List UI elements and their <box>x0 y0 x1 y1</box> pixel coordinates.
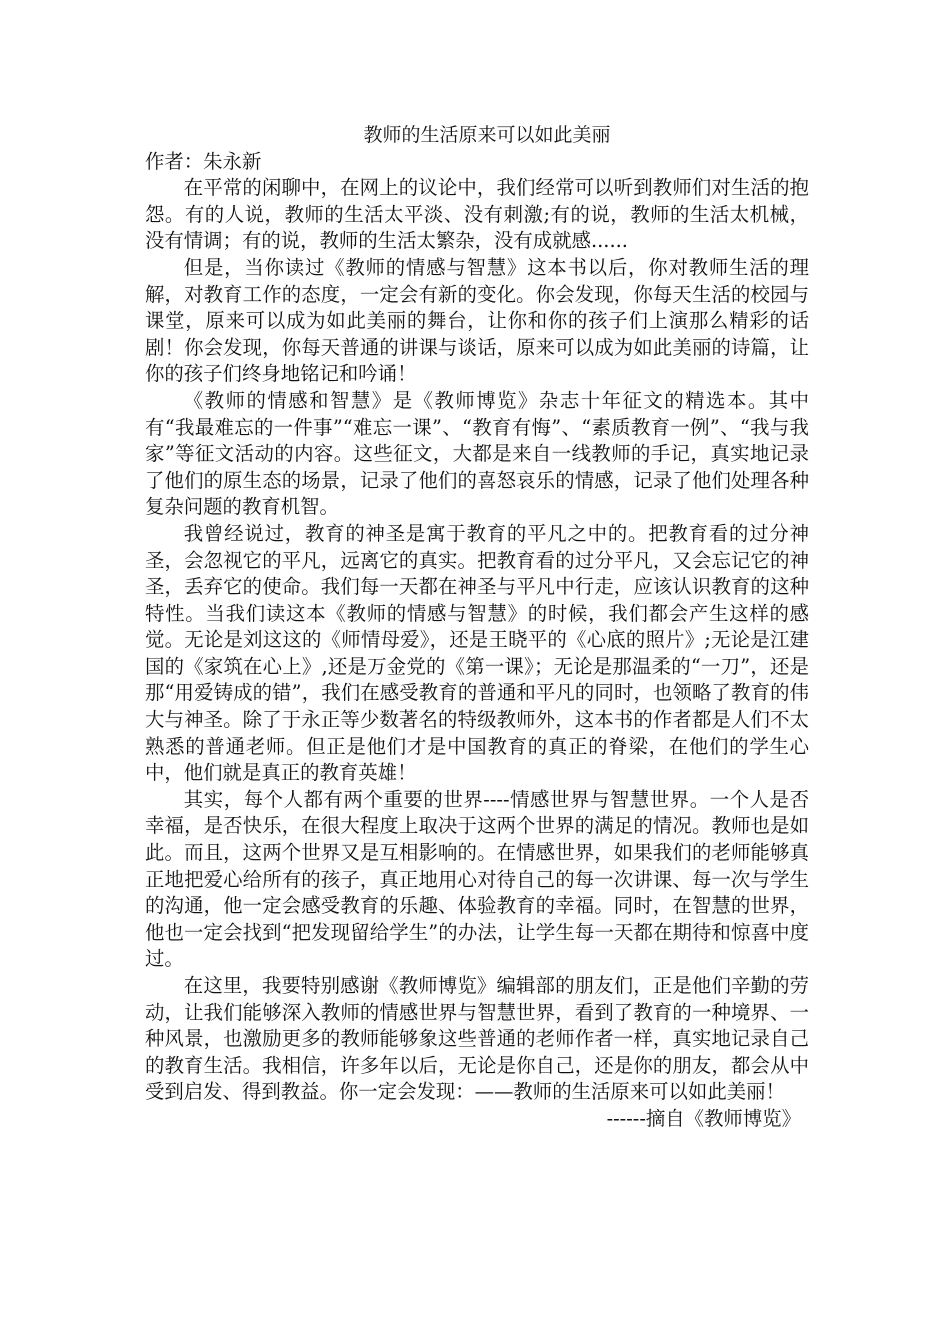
paragraph-2: 但是，当你读过《教师的情感与智慧》这本书以后，你对教师生活的理解，对教育工作的态度，一定会有新的变化。你会发现，你每天生活的校园与课堂，原来可以成为如此美丽的舞台，让你和你的孩子们上演那么精彩的话剧！你会发现，你每天普通的讲课与谈话，原来可以成为如此美丽的诗篇，让你的孩子们终身地铭记和吟诵！ <box>145 255 809 386</box>
paragraph-4: 我曾经说过，教育的神圣是寓于教育的平凡之中的。把教育看的过分神圣，会忽视它的平凡，远离它的真实。把教育看的过分平凡，又会忘记它的神圣，丢弃它的使命。我们每一天都在神圣与平凡中行走，应该认识教育的这种特性。当我们读这本《教师的情感与智慧》的时候，我们都会产生这样的感觉。无论是刘这这的《师情母爱》，还是王晓平的《心底的照片》;无论是江建国的《家筑在心上》,还是万金党的《第一课》；无论是那温柔的“一刀”，还是那“用爱铸成的错”，我们在感受教育的普通和平凡的同时，也领略了教育的伟大与神圣。除了于永正等少数著名的特级教师外，这本书的作者都是人们不太熟悉的普通老师。但正是他们才是中国教育的真正的脊梁，在他们的学生心中，他们就是真正的教育英雄！ <box>145 521 809 785</box>
paragraph-3: 《教师的情感和智慧》是《教师博览》杂志十年征文的精选本。其中有“我最难忘的一件事”“难忘一课”、“教育有悔”、“素质教育一例”、“我与我家”等征文活动的内容。这些征文，大都是来自一线教师的手记，真实地记录了他们的原生态的场景，记录了他们的喜怒哀乐的情感，记录了他们处理各种复杂问题的教育机智。 <box>145 388 809 519</box>
author-line: 作者：朱永新 <box>145 149 262 173</box>
paragraph-1: 在平常的闲聊中，在网上的议论中，我们经常可以听到教师们对生活的抱怨。有的人说，教师的生活太平淡、没有刺激;有的说，教师的生活太机械，没有情调；有的说，教师的生活太繁杂，没有成就感...... <box>145 176 809 253</box>
paragraph-6: 在这里，我要特别感谢《教师博览》编辑部的朋友们，正是他们辛勤的劳动，让我们能够深入教师的情感世界与智慧世界，看到了教育的一种境界、一种风景，也激励更多的教师能够象这些普通的老师作者一样，真实地记录自己的教育生活。我相信，许多年以后，无论是你自己，还是你的朋友，都会从中受到启发、得到教益。你一定会发现：——教师的生活原来可以如此美丽！ <box>145 974 809 1104</box>
document-body <box>145 122 809 1133</box>
source-signature: ------摘自《教师博览》 <box>606 1106 801 1130</box>
paragraph-5: 其实，每个人都有两个重要的世界----情感世界与智慧世界。一个人是否幸福，是否快乐，在很大程度上取决于这两个世界的满足的情况。教师也是如此。而且，这两个世界又是互相影响的。在情感世界，如果我们的老师能够真正地把爱心给所有的孩子，真正地用心对待自己的每一次讲课、每一次与学生的沟通，他一定会感受教育的乐趣、体验教育的幸福。同时，在智慧的世界，他也一定会找到“把发现留给学生”的办法，让学生每一天都在期待和惊喜中度过。 <box>145 787 809 971</box>
document-title: 教师的生活原来可以如此美丽 <box>363 124 611 146</box>
